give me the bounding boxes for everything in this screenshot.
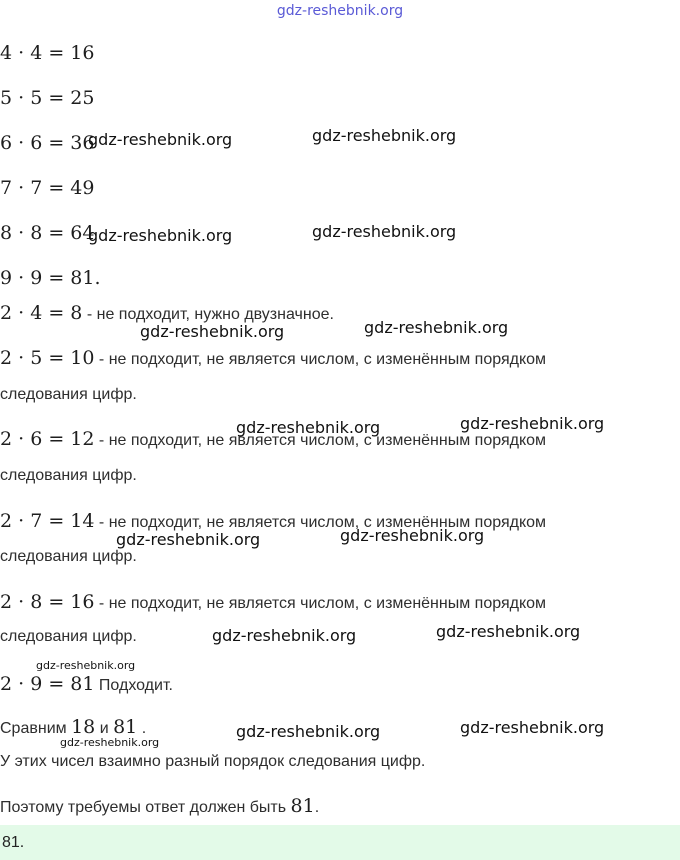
watermark: gdz-reshebnik.org	[460, 718, 605, 737]
watermark: gdz-reshebnik.org	[364, 318, 509, 337]
comment: - не подходит, не является числом, с изменённым порядком	[94, 432, 547, 449]
equation: 7 · 7 = 49	[0, 177, 95, 199]
continuation-line: следования цифр.	[0, 548, 137, 565]
square-line-4	[0, 42, 94, 64]
square-line-5	[0, 87, 94, 109]
compare-b: 81	[113, 716, 138, 738]
watermark: gdz-reshebnik.org	[460, 414, 605, 433]
watermark: gdz-reshebnik.org	[312, 222, 457, 241]
continuation-line: следования цифр.	[0, 386, 137, 403]
equation: 6 · 6 = 36	[0, 132, 95, 154]
compare-prefix: Сравним	[0, 720, 72, 737]
continuation-line: следования цифр.	[0, 628, 137, 645]
watermark: gdz-reshebnik.org	[116, 530, 261, 549]
product-line-9	[0, 673, 173, 695]
equation: 2 · 7 = 14	[0, 510, 95, 532]
square-line-8	[0, 222, 94, 244]
equation: 2 · 9 = 81	[0, 673, 95, 695]
watermark: gdz-reshebnik.org	[60, 736, 160, 749]
watermark: gdz-reshebnik.org	[312, 126, 457, 145]
equation: 4 · 4 = 16	[0, 42, 95, 64]
comment: - не подходит, не является числом, с изменённым порядком	[94, 351, 547, 368]
square-line-6	[0, 132, 94, 154]
equation: 8 · 8 = 64	[0, 222, 95, 244]
product-line-4	[0, 302, 334, 324]
conclusion-suffix: .	[314, 799, 320, 816]
watermark: gdz-reshebnik.org	[212, 626, 357, 645]
square-line-7	[0, 177, 94, 199]
answer-box	[0, 825, 680, 860]
header-watermark: gdz-reshebnik.org	[276, 3, 404, 19]
compare-line	[0, 716, 146, 738]
conclusion-num: 81	[290, 795, 315, 817]
watermark: gdz-reshebnik.org	[340, 526, 485, 545]
comment: - не подходит, не является числом, с изменённым порядком	[94, 514, 547, 531]
compare-suffix: .	[137, 720, 147, 737]
watermark: gdz-reshebnik.org	[236, 722, 381, 741]
comment: - не подходит, не является числом, с изменённым порядком	[94, 595, 547, 612]
watermark: gdz-reshebnik.org	[88, 226, 233, 245]
product-line-5	[0, 347, 546, 369]
compare-a: 18	[71, 716, 96, 738]
watermark: gdz-reshebnik.org	[436, 622, 581, 641]
comment: Подходит.	[94, 677, 173, 694]
equation: 9 · 9 = 81.	[0, 267, 101, 289]
equation: 2 · 4 = 8	[0, 302, 83, 324]
compare-mid: и	[95, 720, 114, 737]
equation: 2 · 5 = 10	[0, 347, 95, 369]
watermark: gdz-reshebnik.org	[140, 322, 285, 341]
continuation-line: следования цифр.	[0, 467, 137, 484]
equation: 2 · 8 = 16	[0, 591, 95, 613]
conclusion-text: Поэтому требуемы ответ должен быть	[0, 799, 291, 816]
mutual-line: У этих чисел взаимно разный порядок следования цифр.	[0, 753, 426, 770]
watermark: gdz-reshebnik.org	[236, 418, 381, 437]
equation: 5 · 5 = 25	[0, 87, 95, 109]
watermark: gdz-reshebnik.org	[88, 130, 233, 149]
conclusion-line	[0, 795, 319, 817]
product-line-8	[0, 591, 546, 613]
equation: 2 · 6 = 12	[0, 428, 95, 450]
comment: - не подходит, нужно двузначное.	[82, 306, 334, 323]
watermark: gdz-reshebnik.org	[36, 659, 136, 672]
answer-text: 81.	[2, 834, 25, 851]
square-line-9	[0, 267, 101, 289]
